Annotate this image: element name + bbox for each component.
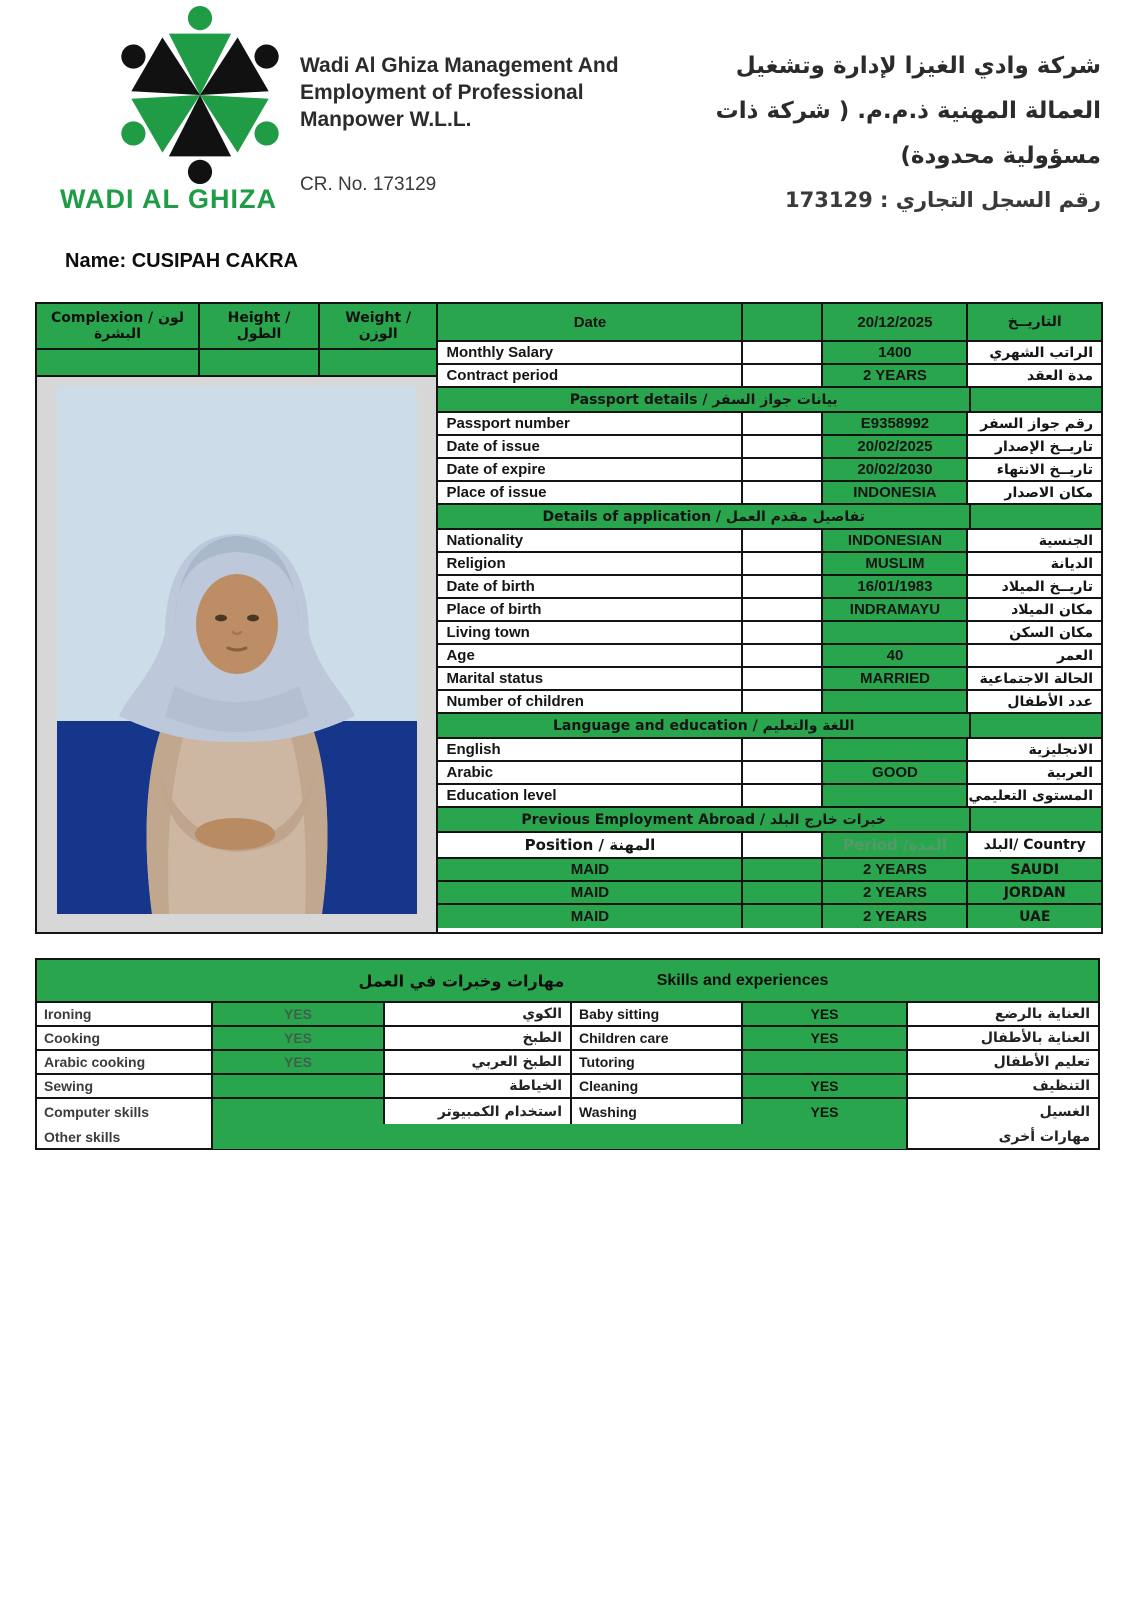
info-row-emp	[438, 882, 1101, 905]
row-value	[823, 622, 968, 643]
row-spacer	[743, 459, 823, 480]
info-row-section	[438, 808, 1101, 833]
row-label-arabic: الديانة	[1050, 555, 1093, 572]
skill-value: YES	[743, 1099, 908, 1124]
row-label: Education level	[438, 785, 743, 806]
row-spacer	[743, 739, 823, 760]
section-spacer	[971, 714, 1101, 737]
row-value: 1400	[823, 342, 968, 363]
row-spacer	[743, 668, 823, 689]
section-title: Passport details / بيانات جواز السفر	[438, 388, 971, 411]
row-value: INDRAMAYU	[823, 599, 968, 620]
skill-label-arabic: الكوي	[385, 1003, 572, 1025]
row-value	[823, 785, 968, 806]
info-row-data	[438, 482, 1101, 505]
section-spacer	[971, 808, 1101, 831]
info-row-data	[438, 436, 1101, 459]
info-row-data	[438, 622, 1101, 645]
row-label-arabic: الجنسية	[1038, 532, 1093, 549]
name-value: CUSIPAH CAKRA	[131, 250, 299, 272]
row-label-arabic: مكان الميلاد	[1011, 601, 1093, 618]
row-value	[823, 739, 968, 760]
skills-table	[35, 958, 1100, 1150]
row-label-arabic: عدد الأطفال	[1007, 693, 1093, 710]
row-label: Nationality	[438, 530, 743, 551]
row-label-arabic: العربية	[1046, 764, 1093, 781]
info-row-data	[438, 762, 1101, 785]
skill-label: Cooking	[37, 1027, 213, 1049]
row-spacer	[743, 762, 823, 783]
row-label: Living town	[438, 622, 743, 643]
info-row-emp_header	[438, 833, 1101, 859]
info-row-data	[438, 365, 1101, 388]
applicant-photo	[57, 386, 417, 914]
skill-label: Tutoring	[572, 1051, 743, 1073]
company-logo	[100, 6, 300, 184]
weight-value	[320, 350, 436, 375]
skill-label: Washing	[572, 1099, 743, 1124]
row-label: Date	[438, 304, 743, 340]
skill-label: Sewing	[37, 1075, 213, 1097]
row-spacer	[743, 365, 823, 386]
section-spacer	[971, 388, 1101, 411]
skill-label-arabic: تعليم الأطفال	[993, 1054, 1090, 1070]
info-row-data	[438, 530, 1101, 553]
info-rows-column	[438, 304, 1101, 932]
skill-label: Ironing	[37, 1003, 213, 1025]
row-value: MUSLIM	[823, 553, 968, 574]
row-label-arabic: الحالة الاجتماعية	[979, 670, 1093, 687]
skill-label-arabic: التنظيف	[1032, 1078, 1090, 1094]
row-spacer	[743, 859, 823, 880]
other-skills-label: Other skills	[37, 1124, 213, 1149]
skills-row	[37, 1027, 1098, 1051]
employment-position: MAID	[438, 882, 743, 903]
people-circle-logo-icon	[100, 6, 300, 184]
logo-wordmark: WADI AL GHIZA	[60, 184, 277, 214]
row-label-arabic: الراتب الشهري	[989, 344, 1093, 361]
skill-label: Children care	[572, 1027, 743, 1049]
row-label-arabic: تاريــخ الإصدار	[994, 438, 1093, 455]
row-label: Number of children	[438, 691, 743, 712]
skill-value	[213, 1099, 385, 1124]
row-spacer	[743, 785, 823, 806]
info-row-data	[438, 342, 1101, 365]
info-row-data	[438, 739, 1101, 762]
skills-row	[37, 1099, 1098, 1124]
skills-row	[37, 1003, 1098, 1027]
info-row-emp	[438, 905, 1101, 928]
info-row-date	[438, 304, 1101, 342]
skill-label-arabic: الطبخ العربي	[385, 1051, 572, 1073]
row-spacer	[743, 691, 823, 712]
row-label-arabic: رقم جواز السفر	[980, 415, 1093, 432]
applicant-info-table	[35, 302, 1103, 934]
row-label: Monthly Salary	[438, 342, 743, 363]
info-row-section	[438, 505, 1101, 530]
physical-and-photo-column	[37, 304, 438, 932]
cr-number-english: CR. No. 173129	[300, 174, 437, 195]
row-spacer	[743, 645, 823, 666]
company-name-arabic: شركة وادي الغيزا لإدارة وتشغيل العمالة المهنية ذ.م.م. ( شركة ذات مسؤولية محدودة)	[715, 53, 1101, 169]
complexion-header: Complexion / لون البشرة	[37, 304, 200, 348]
row-spacer	[743, 622, 823, 643]
row-value: INDONESIAN	[823, 530, 968, 551]
info-row-data	[438, 459, 1101, 482]
row-spacer	[743, 553, 823, 574]
info-row-data	[438, 413, 1101, 436]
skill-value: YES	[743, 1003, 908, 1025]
section-title: Previous Employment Abroad / خبرات خارج البلد	[438, 808, 971, 831]
row-label: Place of birth	[438, 599, 743, 620]
skill-label-arabic: الطبخ	[385, 1027, 572, 1049]
row-label-arabic: تاريــخ الميلاد	[1001, 578, 1093, 595]
skills-rows	[37, 1003, 1098, 1124]
skill-value	[743, 1051, 908, 1073]
skills-row	[37, 1051, 1098, 1075]
skill-value: YES	[743, 1027, 908, 1049]
skills-title-arabic: مهارات وخبرات في العمل	[358, 971, 565, 990]
info-row-data	[438, 599, 1101, 622]
skill-label-arabic: استخدام الكمبيوتر	[385, 1099, 572, 1124]
row-spacer	[743, 905, 823, 928]
skill-value: YES	[743, 1075, 908, 1097]
photo-cell	[37, 377, 436, 932]
row-value: 20/12/2025	[823, 304, 968, 340]
employment-country: UAE	[968, 905, 1101, 928]
section-title: Language and education / اللغة والتعليم	[438, 714, 971, 737]
skill-label: Baby sitting	[572, 1003, 743, 1025]
row-label: Date of birth	[438, 576, 743, 597]
employment-position: MAID	[438, 859, 743, 880]
section-title: Details of application / تفاصيل مقدم العمل	[438, 505, 971, 528]
employment-period: 2 YEARS	[823, 905, 968, 928]
skills-title-english: Skills and experiences	[656, 971, 829, 989]
row-spacer	[743, 882, 823, 903]
skill-value: YES	[213, 1003, 385, 1025]
row-label: Passport number	[438, 413, 743, 434]
employment-country: SAUDI	[968, 859, 1101, 880]
skill-label-arabic: العناية بالرضع	[994, 1006, 1090, 1022]
row-spacer	[743, 413, 823, 434]
employment-position-header: Position / المهنة	[438, 833, 743, 857]
applicant-name-line	[65, 250, 298, 273]
row-label-arabic: مدة العقد	[1026, 367, 1093, 384]
info-row-data	[438, 645, 1101, 668]
skill-label-arabic: الغسيل	[1039, 1103, 1090, 1120]
row-value: 20/02/2025	[823, 436, 968, 457]
cr-number-arabic: رقم السجل التجاري : 173129	[785, 188, 1101, 212]
other-skills-value	[213, 1124, 908, 1149]
name-label: Name:	[65, 250, 127, 272]
skills-row	[37, 1075, 1098, 1099]
row-spacer	[743, 436, 823, 457]
employment-position: MAID	[438, 905, 743, 928]
row-label-arabic: مكان الاصدار	[1004, 484, 1093, 501]
row-spacer	[743, 576, 823, 597]
row-value: INDONESIA	[823, 482, 968, 503]
row-label: English	[438, 739, 743, 760]
row-spacer	[743, 482, 823, 503]
employment-period-header: Period /المدة	[823, 833, 968, 857]
skill-value: YES	[213, 1051, 385, 1073]
row-label-arabic: الانجليزية	[1028, 741, 1093, 758]
row-label: Marital status	[438, 668, 743, 689]
height-header: Height / الطول	[200, 304, 320, 348]
info-row-section	[438, 714, 1101, 739]
row-label: Arabic	[438, 762, 743, 783]
info-row-data	[438, 668, 1101, 691]
skills-header-row	[37, 960, 1098, 1003]
info-row-data	[438, 576, 1101, 599]
skill-label: Cleaning	[572, 1075, 743, 1097]
row-label: Date of expire	[438, 459, 743, 480]
employment-period: 2 YEARS	[823, 882, 968, 903]
row-spacer	[743, 833, 823, 857]
row-label-arabic: تاريــخ الانتهاء	[996, 461, 1093, 478]
skill-value	[213, 1075, 385, 1097]
row-spacer	[743, 304, 823, 340]
row-value: GOOD	[823, 762, 968, 783]
info-row-data	[438, 785, 1101, 808]
skill-label-arabic: العناية بالأطفال	[980, 1030, 1090, 1046]
row-spacer	[743, 599, 823, 620]
skill-label-arabic: الخياطة	[385, 1075, 572, 1097]
physical-header-row	[37, 304, 436, 350]
employment-period: 2 YEARS	[823, 859, 968, 880]
row-label: Contract period	[438, 365, 743, 386]
other-skills-row	[37, 1124, 1098, 1149]
skill-label: Arabic cooking	[37, 1051, 213, 1073]
row-label-arabic: العمر	[1056, 647, 1093, 664]
row-value	[823, 691, 968, 712]
row-label: Place of issue	[438, 482, 743, 503]
row-value: 16/01/1983	[823, 576, 968, 597]
row-spacer	[743, 342, 823, 363]
skill-label: Computer skills	[37, 1099, 213, 1124]
skill-value: YES	[213, 1027, 385, 1049]
info-row-section	[438, 388, 1101, 413]
weight-header: Weight / الوزن	[320, 304, 436, 348]
section-spacer	[971, 505, 1101, 528]
row-value: MARRIED	[823, 668, 968, 689]
row-label-arabic: مكان السكن	[1009, 624, 1093, 641]
row-value: E9358992	[823, 413, 968, 434]
row-value: 2 YEARS	[823, 365, 968, 386]
row-label-arabic: المستوى التعليمي	[968, 787, 1093, 804]
info-row-data	[438, 691, 1101, 714]
row-value: 20/02/2030	[823, 459, 968, 480]
info-row-data	[438, 553, 1101, 576]
other-skills-label-arabic: مهارات أخرى	[998, 1128, 1090, 1145]
physical-values-row	[37, 350, 436, 377]
employment-country: JORDAN	[968, 882, 1101, 903]
info-row-emp	[438, 859, 1101, 882]
row-label: Date of issue	[438, 436, 743, 457]
row-spacer	[743, 530, 823, 551]
row-value: 40	[823, 645, 968, 666]
company-name-english: Wadi Al Ghiza Management And Employment of Professional Manpower W.L.L.	[300, 54, 619, 131]
height-value	[200, 350, 320, 375]
row-label: Age	[438, 645, 743, 666]
row-label-arabic: التاريــخ	[968, 304, 1101, 340]
employment-country-header: Country /البلد	[983, 837, 1086, 853]
complexion-value	[37, 350, 200, 375]
row-label: Religion	[438, 553, 743, 574]
